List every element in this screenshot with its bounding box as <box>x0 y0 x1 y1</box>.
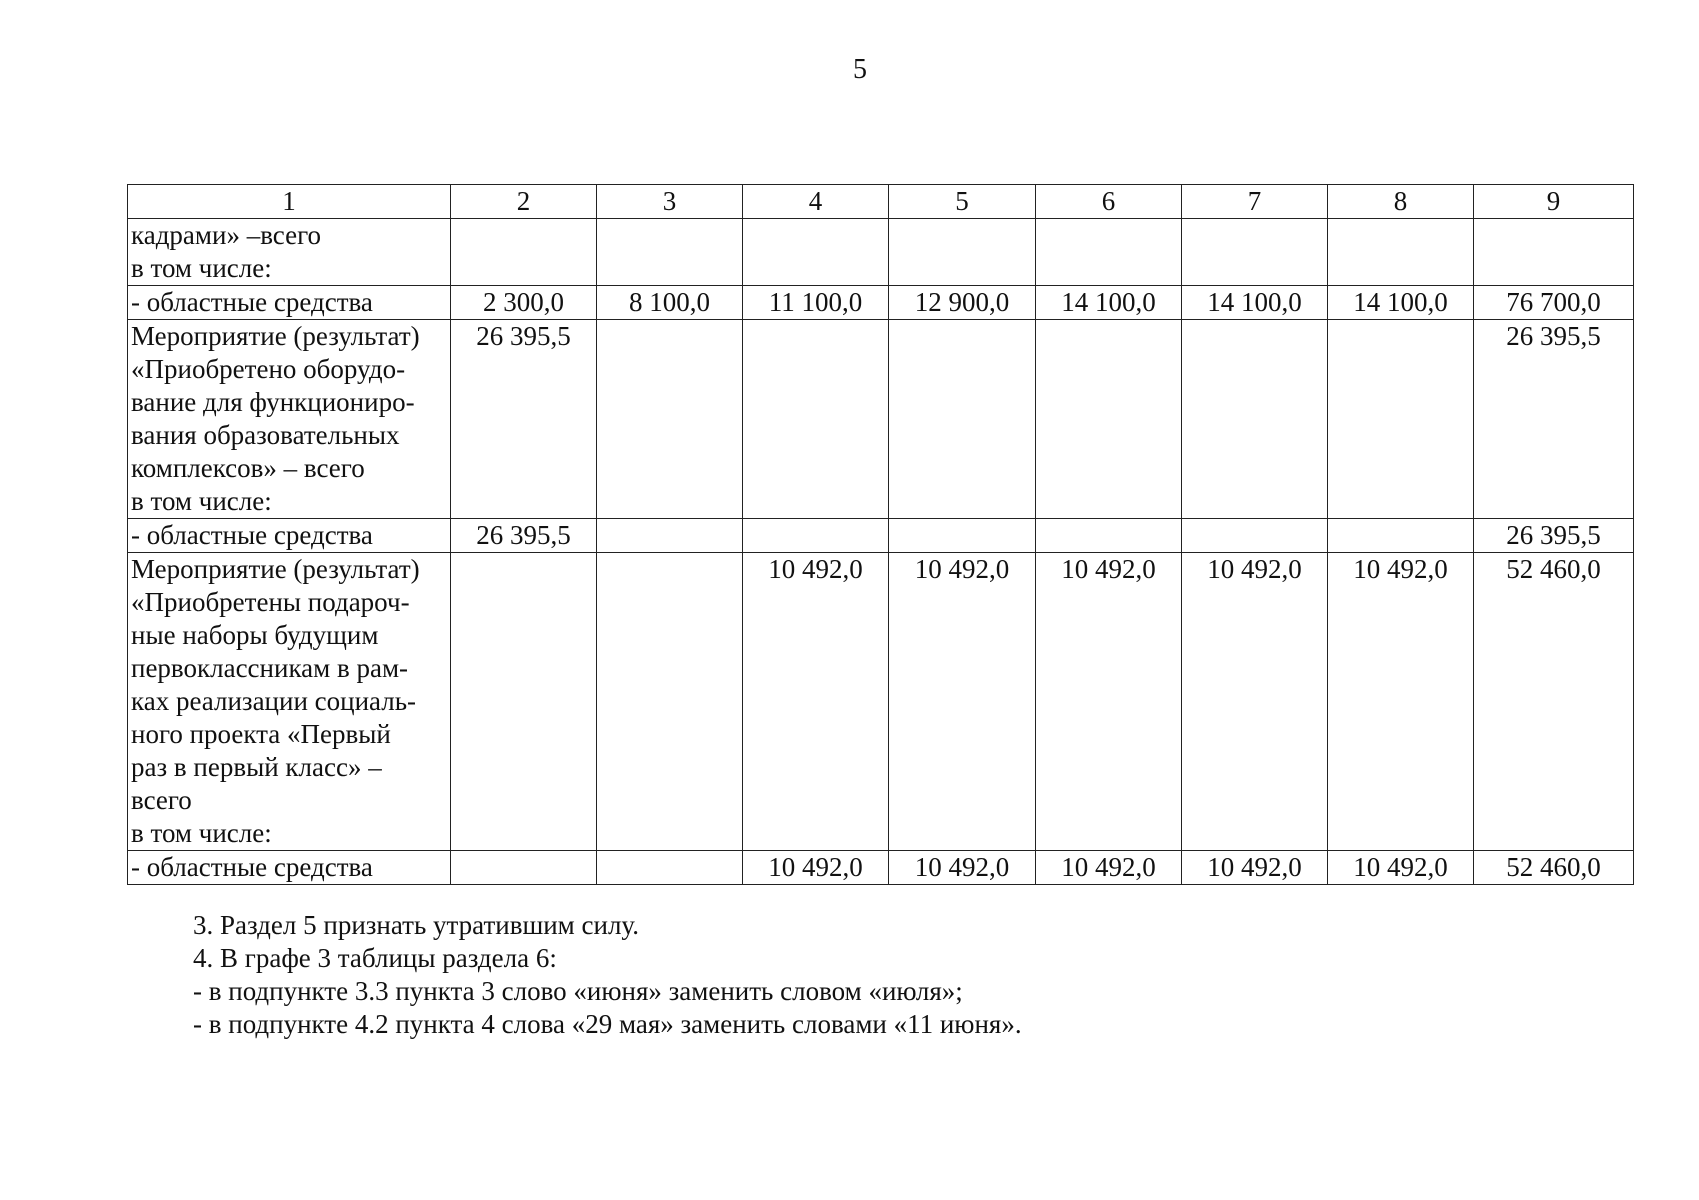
row-label-line: - областные средства <box>131 852 373 882</box>
row-label <box>128 851 451 885</box>
cell-value: 11 100,0 <box>743 286 889 320</box>
cell-value <box>889 519 1036 553</box>
table-row <box>128 851 1634 885</box>
cell-value <box>1328 320 1474 519</box>
row-label <box>128 553 451 851</box>
cell-value <box>451 553 597 851</box>
row-label-line: ного проекта «Первый <box>131 719 391 749</box>
row-label-line: всего <box>131 785 192 815</box>
table-row <box>128 286 1634 320</box>
column-header: 6 <box>1036 185 1182 219</box>
cell-value <box>1474 219 1634 286</box>
column-header: 9 <box>1474 185 1634 219</box>
cell-value: 76 700,0 <box>1474 286 1634 320</box>
cell-value <box>1182 519 1328 553</box>
row-label-line: «Приобретено оборудо- <box>131 354 406 384</box>
cell-value <box>597 320 743 519</box>
cell-value <box>1036 219 1182 286</box>
amendment-notes <box>193 909 1022 1041</box>
cell-value: 10 492,0 <box>1328 553 1474 851</box>
cell-value: 14 100,0 <box>1328 286 1474 320</box>
cell-value <box>597 553 743 851</box>
row-label-line: раз в первый класс» – <box>131 752 382 782</box>
cell-value <box>1182 320 1328 519</box>
cell-value: 10 492,0 <box>889 553 1036 851</box>
cell-value <box>889 219 1036 286</box>
row-label-line: ные наборы будущим <box>131 620 379 650</box>
column-header: 7 <box>1182 185 1328 219</box>
table-row <box>128 219 1634 286</box>
row-label-line: - областные средства <box>131 520 373 550</box>
cell-value <box>743 320 889 519</box>
cell-value: 26 395,5 <box>451 519 597 553</box>
column-header: 5 <box>889 185 1036 219</box>
row-label <box>128 519 451 553</box>
cell-value: 26 395,5 <box>451 320 597 519</box>
row-label-line: кадрами» –всего <box>131 220 321 250</box>
cell-value <box>743 219 889 286</box>
cell-value: 10 492,0 <box>1036 851 1182 885</box>
row-label-line: в том числе: <box>131 253 272 283</box>
table-row <box>128 320 1634 519</box>
cell-value <box>597 851 743 885</box>
cell-value: 2 300,0 <box>451 286 597 320</box>
cell-value <box>1036 320 1182 519</box>
column-header: 2 <box>451 185 597 219</box>
row-label-line: «Приобретены подароч- <box>131 587 410 617</box>
row-label-line: в том числе: <box>131 486 272 516</box>
cell-value: 26 395,5 <box>1474 519 1634 553</box>
cell-value: 10 492,0 <box>889 851 1036 885</box>
note-line: 4. В графе 3 таблицы раздела 6: <box>193 943 557 973</box>
cell-value <box>1182 219 1328 286</box>
row-label-line: Мероприятие (результат) <box>131 321 420 351</box>
cell-value: 10 492,0 <box>1182 553 1328 851</box>
table-row <box>128 519 1634 553</box>
cell-value: 12 900,0 <box>889 286 1036 320</box>
cell-value: 52 460,0 <box>1474 851 1634 885</box>
cell-value <box>1328 519 1474 553</box>
cell-value: 10 492,0 <box>1036 553 1182 851</box>
column-header: 1 <box>128 185 451 219</box>
cell-value: 10 492,0 <box>1328 851 1474 885</box>
table-header-row <box>128 185 1634 219</box>
budget-table <box>127 184 1634 885</box>
cell-value <box>597 219 743 286</box>
row-label-line: первоклассникам в рам- <box>131 653 409 683</box>
cell-value: 14 100,0 <box>1036 286 1182 320</box>
row-label-line: вание для функциониро- <box>131 387 415 417</box>
cell-value: 26 395,5 <box>1474 320 1634 519</box>
cell-value: 10 492,0 <box>743 851 889 885</box>
row-label <box>128 320 451 519</box>
cell-value <box>451 851 597 885</box>
note-line: - в подпункте 4.2 пункта 4 слова «29 мая» заменить словами «11 июня». <box>193 1009 1022 1039</box>
column-header: 8 <box>1328 185 1474 219</box>
row-label <box>128 219 451 286</box>
row-label-line: Мероприятие (результат) <box>131 554 420 584</box>
budget-table-body <box>128 185 1634 885</box>
column-header: 3 <box>597 185 743 219</box>
row-label-line: комплексов» – всего <box>131 453 365 483</box>
cell-value: 14 100,0 <box>1182 286 1328 320</box>
row-label-line: в том числе: <box>131 818 272 848</box>
row-label-line: вания образовательных <box>131 420 400 450</box>
cell-value <box>1036 519 1182 553</box>
note-line: 3. Раздел 5 признать утратившим силу. <box>193 910 639 940</box>
cell-value <box>451 219 597 286</box>
cell-value: 52 460,0 <box>1474 553 1634 851</box>
row-label <box>128 286 451 320</box>
cell-value <box>1328 219 1474 286</box>
row-label-line: ках реализации социаль- <box>131 686 417 716</box>
page-number: 5 <box>853 54 867 85</box>
column-header: 4 <box>743 185 889 219</box>
cell-value: 10 492,0 <box>743 553 889 851</box>
cell-value <box>743 519 889 553</box>
cell-value <box>597 519 743 553</box>
cell-value: 10 492,0 <box>1182 851 1328 885</box>
cell-value <box>889 320 1036 519</box>
table-row <box>128 553 1634 851</box>
cell-value: 8 100,0 <box>597 286 743 320</box>
row-label-line: - областные средства <box>131 287 373 317</box>
note-line: - в подпункте 3.3 пункта 3 слово «июня» заменить словом «июля»; <box>193 976 963 1006</box>
